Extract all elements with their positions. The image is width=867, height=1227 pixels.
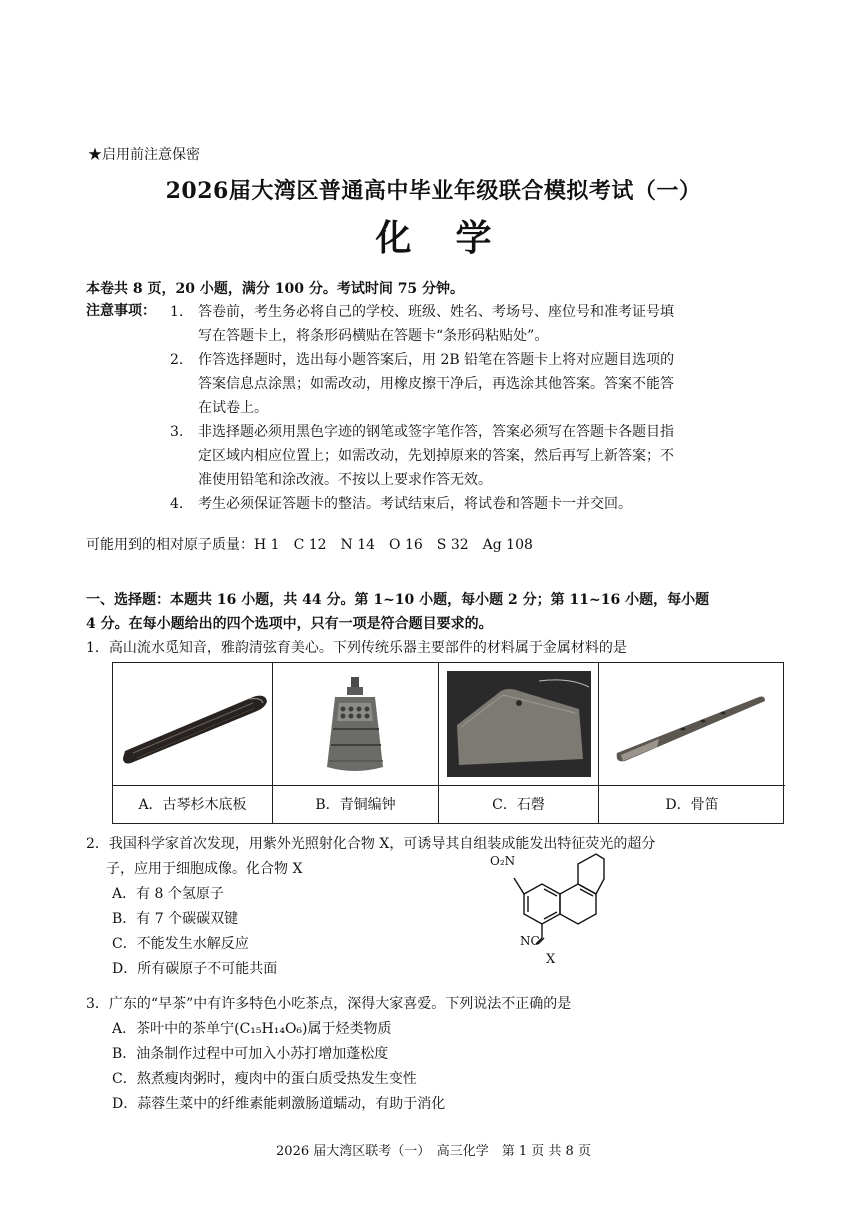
section-heading <box>86 588 709 636</box>
question-2-option-c: C．不能发生水解反应 <box>112 936 249 952</box>
option-c-label: C．石磬 <box>439 785 598 823</box>
exam-info: 本卷共 8 页，20 小题，满分 100 分。考试时间 75 分钟。 <box>86 281 465 297</box>
notice-item-line: 写在答题卡上，将条形码横贴在答题卡“条形码粘贴处”。 <box>198 328 549 344</box>
option-b-label: B．青铜编钟 <box>273 785 438 823</box>
question-3-option-c: C．熬煮瘦肉粥时，瘦肉中的蛋白质受热发生变性 <box>112 1071 417 1087</box>
notice-label: 注意事项： <box>86 303 156 319</box>
notice-item-line: 答卷前，考生务必将自己的学校、班级、姓名、考场号、座位号和准考证号填 <box>198 304 674 320</box>
compound-x-structure <box>480 852 610 970</box>
notice-item-number: 1. <box>170 304 184 320</box>
notice-item-number: 4. <box>170 496 184 512</box>
notice-item-line: 在试卷上。 <box>198 400 268 416</box>
notice-item-line: 答案信息点涂黑；如需改动，用橡皮擦干净后，再选涂其他答案。答案不能答 <box>198 376 674 392</box>
question-2-option-b: B．有 7 个碳碳双键 <box>112 911 239 927</box>
nitro-group-label: O₂N <box>490 854 516 868</box>
option-a-label: A．古琴杉木底板 <box>113 785 272 823</box>
question-3-stem: 3．广东的“早茶”中有许多特色小吃茶点，深得大家喜爱。下列说法不正确的是 <box>86 996 572 1012</box>
question-2-option-d: D．所有碳原子不可能共面 <box>112 961 278 977</box>
notice-item-number: 2. <box>170 352 184 368</box>
option-cell-c <box>439 663 599 823</box>
notice-item-line: 准使用铅笔和涂改液。不按以上要求作答无效。 <box>198 472 492 488</box>
question-3-option-d: D．蒜蓉生菜中的纤维素能刺激肠道蠕动，有助于消化 <box>112 1096 446 1112</box>
cyano-group-label: NC <box>520 934 540 948</box>
notice-item-line: 考生必须保证答题卡的整洁。考试结束后，将试卷和答题卡一并交回。 <box>198 496 632 512</box>
stone-chime-image <box>439 663 598 785</box>
notice-item-line: 非选择题必须用黑色字迹的钢笔或签字笔作答，答案必须写在答题卡各题目指 <box>198 424 674 440</box>
guqin-board-image <box>113 663 272 785</box>
compound-label: X <box>546 952 556 967</box>
question-1-stem: 1．高山流水觅知音，雅韵清弦育美心。下列传统乐器主要部件的材料属于金属材料的是 <box>86 640 627 656</box>
question-3-option-a: A．茶叶中的茶单宁(C₁₅H₁₄O₆)属于烃类物质 <box>112 1021 392 1037</box>
confidential-notice: ★启用前注意保密 <box>88 147 200 163</box>
atomic-mass-table: 可能用到的相对原子质量：H 1 C 12 N 14 O 16 S 32 Ag 108 <box>86 537 533 553</box>
question-2-stem-continued: 子，应用于细胞成像。化合物 X <box>106 861 303 877</box>
option-cell-a <box>113 663 273 823</box>
instrument-table <box>112 662 784 824</box>
option-cell-d <box>599 663 785 823</box>
question-2-option-a: A．有 8 个氢原子 <box>112 886 224 902</box>
bronze-bell-image <box>273 663 438 785</box>
page-footer: 2026 届大湾区联考（一） 高三化学 第 1 页 共 8 页 <box>276 1144 591 1159</box>
notice-item-line: 定区域内相应位置上；如需改动，先划掉原来的答案，然后再写上新答案；不 <box>198 448 674 464</box>
option-d-label: D．骨笛 <box>599 785 785 823</box>
subject-title: 化学 <box>375 217 536 259</box>
exam-title: 2026届大湾区普通高中毕业年级联合模拟考试（一） <box>165 178 702 204</box>
question-3-option-b: B．油条制作过程中可加入小苏打增加蓬松度 <box>112 1046 389 1062</box>
bone-flute-image <box>599 663 785 785</box>
notice-item-number: 3. <box>170 424 184 440</box>
notice-item-line: 作答选择题时，选出每小题答案后，用 2B 铅笔在答题卡上将对应题目选项的 <box>198 352 675 368</box>
section-heading-line: 4 分。在每小题给出的四个选项中，只有一项是符合题目要求的。 <box>86 616 493 632</box>
question-2-stem: 2．我国科学家首次发现，用紫外光照射化合物 X，可诱导其自组装成能发出特征荧光的超分 <box>86 836 656 852</box>
option-cell-b <box>273 663 439 823</box>
phenanthrene-ring-diagram <box>480 852 610 970</box>
section-heading-line: 一、选择题：本题共 16 小题，共 44 分。第 1~10 小题，每小题 2 分；第 11~16 小题，每小题 <box>86 592 710 608</box>
